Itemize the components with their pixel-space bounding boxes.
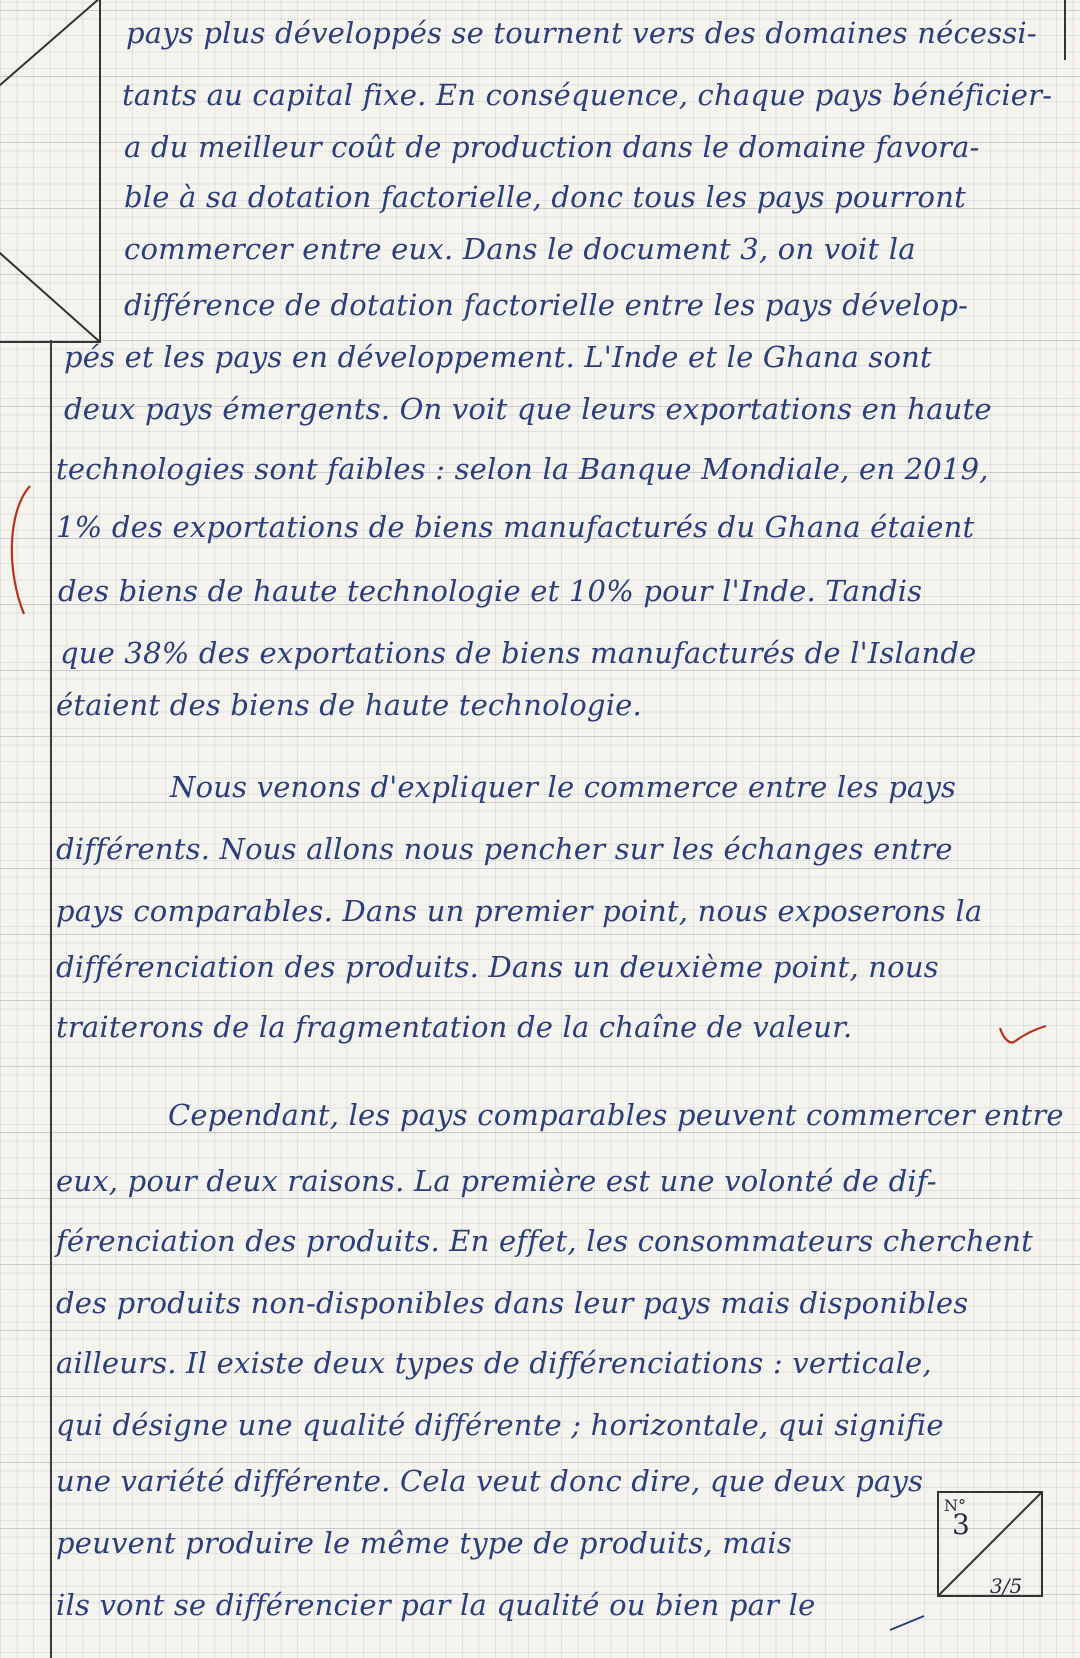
pencil-stroke [1064,0,1066,60]
text-line: traiterons de la fragmentation de la chaîne de valeur. [56,1010,853,1044]
correction-bracket-icon [0,480,40,620]
text-line: que 38% des exportations de biens manufacturés de l'Islande [60,636,977,670]
text-line: pays plus développés se tournent vers des domaines nécessi- [126,16,1037,50]
text-line: Nous venons d'expliquer le commerce entre les pays [170,770,957,804]
text-line: peuvent produire le même type de produits, mais [56,1526,792,1560]
text-line: des produits non-disponibles dans leur pays mais disponibles [56,1286,969,1320]
text-line: a du meilleur coût de production dans le domaine favora- [124,130,980,164]
text-line: ble à sa dotation factorielle, donc tous les pays pourront [124,180,966,214]
text-line: étaient des biens de haute technologie. [56,688,642,722]
text-line: des biens de haute technologie et 10% pour l'Inde. Tandis [58,574,923,608]
text-line: férenciation des produits. En effet, les consommateurs cherchent [56,1224,1033,1258]
text-line: technologies sont faibles : selon la Banque Mondiale, en 2019, [56,452,989,486]
text-line: deux pays émergents. On voit que leurs exportations en haute [64,392,992,426]
text-line: ils vont se différencier par la qualité ou bien par le [56,1588,816,1622]
text-line: différenciation des produits. Dans un deuxième point, nous [56,950,939,984]
text-line: pés et les pays en développement. L'Inde et le Ghana sont [64,340,932,374]
text-line: tants au capital fixe. En conséquence, chaque pays bénéficier- [122,78,1053,112]
text-line: différence de dotation factorielle entre les pays dévelop- [124,288,969,322]
page-fraction: 3/5 [990,1574,1023,1598]
text-line: une variété différente. Cela veut donc dire, que deux pays [56,1464,924,1498]
text-line: ailleurs. Il existe deux types de différenciations : verticale, [56,1346,932,1380]
check-mark-icon [996,1018,1048,1048]
text-line: commercer entre eux. Dans le document 3, on voit la [124,232,916,266]
text-line: qui désigne une qualité différente ; horizontale, qui signifie [56,1408,944,1442]
number-label: N° [944,1496,966,1515]
text-line: différents. Nous allons nous pencher sur les échanges entre [56,832,953,866]
margin-line [50,340,52,1658]
corner-box-icon [0,0,102,344]
text-line: Cependant, les pays comparables peuvent commercer entre [168,1098,1064,1132]
pen-dash-icon [888,1610,928,1634]
text-line: 1% des exportations de biens manufacturés du Ghana étaient [56,510,975,544]
sheet-number: 3 [952,1508,970,1541]
text-line: eux, pour deux raisons. La première est une volonté de dif- [56,1164,937,1198]
text-line: pays comparables. Dans un premier point, nous exposerons la [56,894,983,928]
